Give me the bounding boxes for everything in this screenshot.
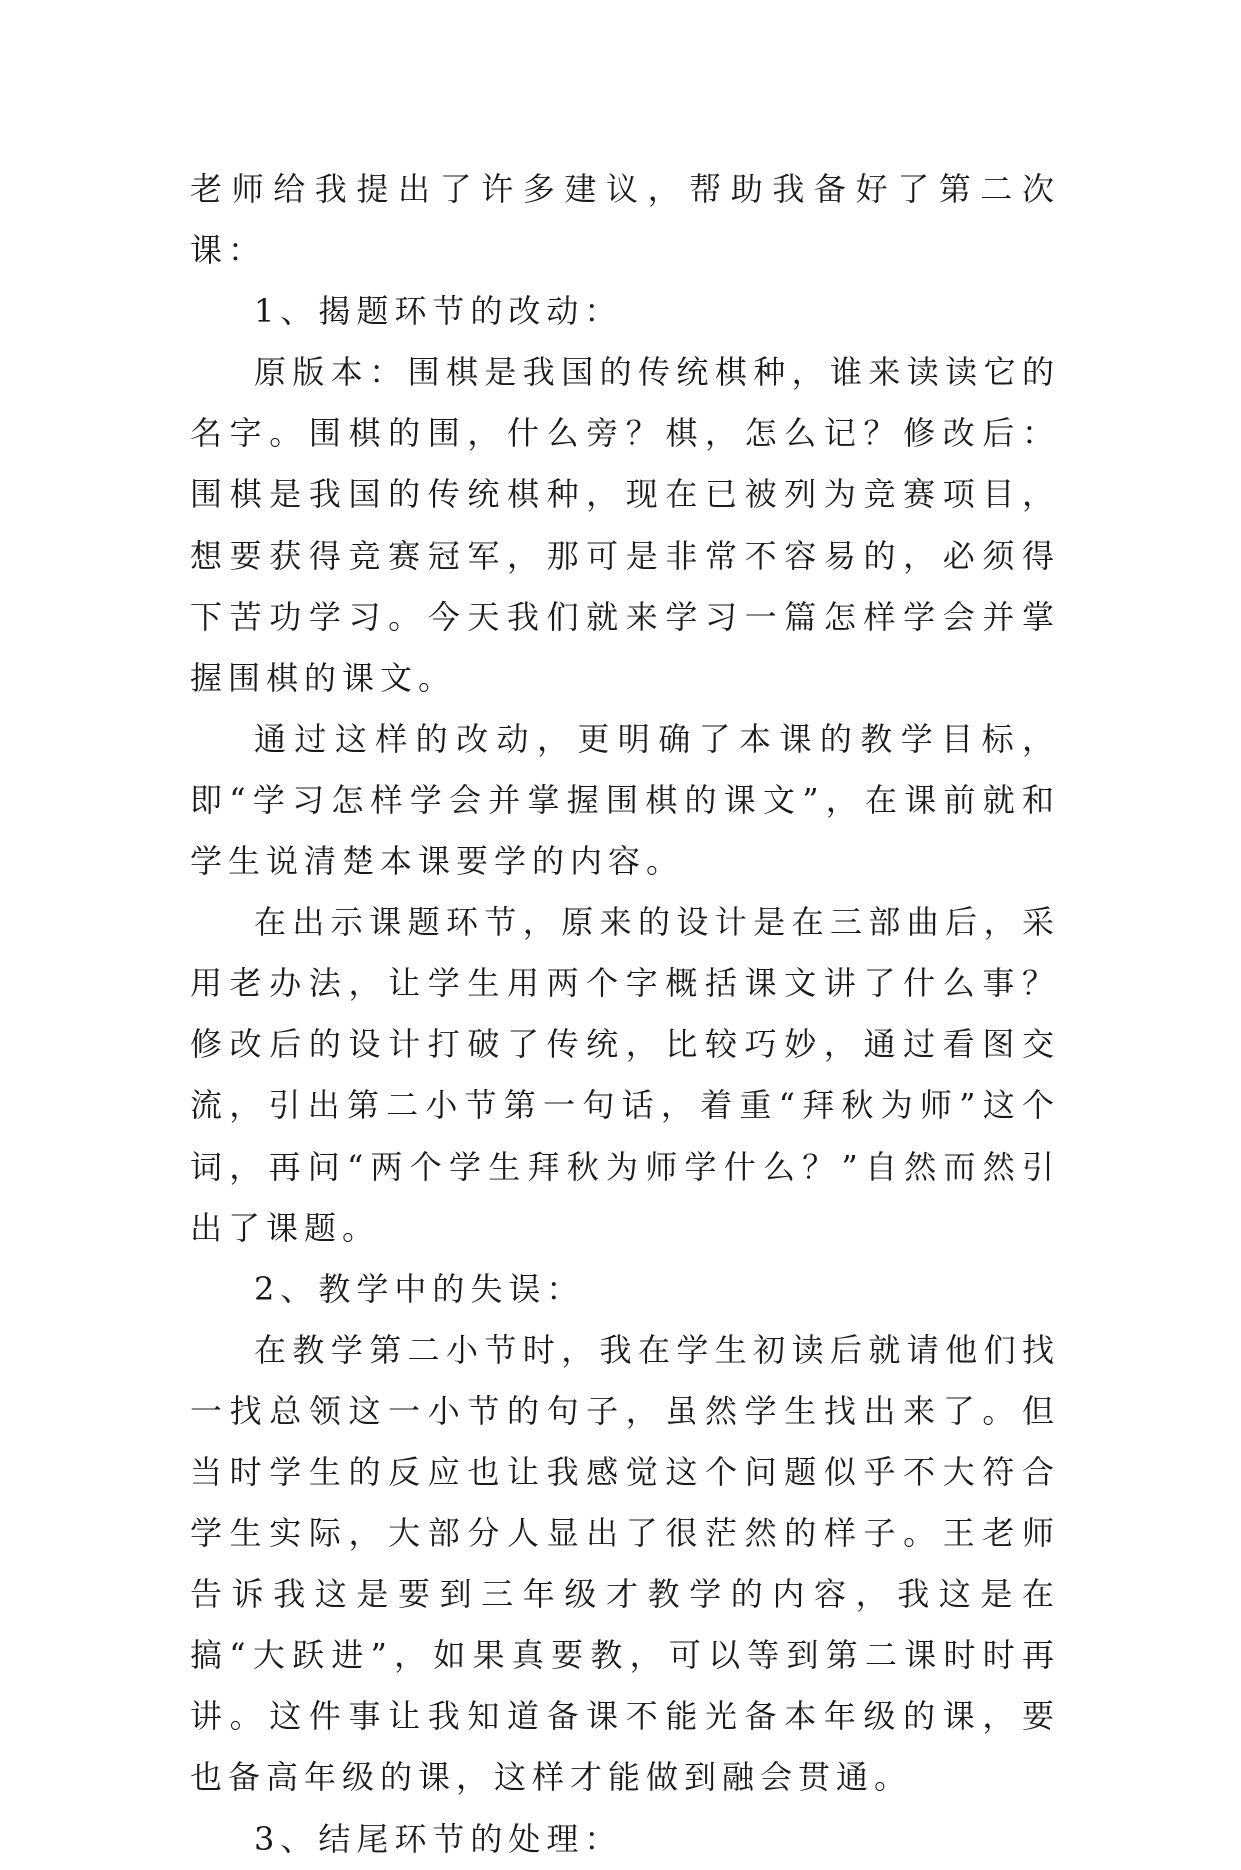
paragraph-intro: 老师给我提出了许多建议，帮助我备好了第二次课：	[190, 170, 1060, 270]
heading-item-3: 3、结尾环节的处理：	[254, 1819, 623, 1858]
heading-item-1: 1、揭题环节的改动：	[254, 292, 623, 331]
paragraph-title-presentation: 在出示课题环节，原来的设计是在三部曲后，采用老办法，让学生用两个字概括课文讲了什么事？修改后的设计打破了传统，比较巧妙，通过看图交流，引出第二小节第一句话，着重“拜秋为师”这个词，再问“两个学生拜秋为师学什么？”自然而然引出了课题。	[190, 903, 1060, 1247]
heading-item-2: 2、教学中的失误：	[254, 1269, 585, 1308]
document-body	[190, 159, 1060, 1870]
paragraph-original-version: 原版本：围棋是我国的传统棋种，谁来读读它的名字。围棋的围，什么旁？棋，怎么记？修改后：围棋是我国的传统棋种，现在已被列为竞赛项目，想要获得竞赛冠军，那可是非常不容易的，必须得下苦功学习。今天我们就来学习一篇怎样学会并掌握围棋的课文。	[190, 353, 1060, 697]
paragraph-change-effect: 通过这样的改动，更明确了本课的教学目标，即“学习怎样学会并掌握围棋的课文”，在课前就和学生说清楚本课要学的内容。	[190, 719, 1060, 881]
paragraph-teaching-mistake: 在教学第二小节时，我在学生初读后就请他们找一找总领这一小节的句子，虽然学生找出来了。但当时学生的反应也让我感觉这个问题似乎不大符合学生实际，大部分人显出了很茫然的样子。王老师告诉我这是要到三年级才教学的内容，我这是在搞“大跃进”，如果真要教，可以等到第二课时时再讲。这件事让我知道备课不能光备本年级的课，要也备高年级的课，这样才能做到融会贯通。	[190, 1330, 1060, 1797]
